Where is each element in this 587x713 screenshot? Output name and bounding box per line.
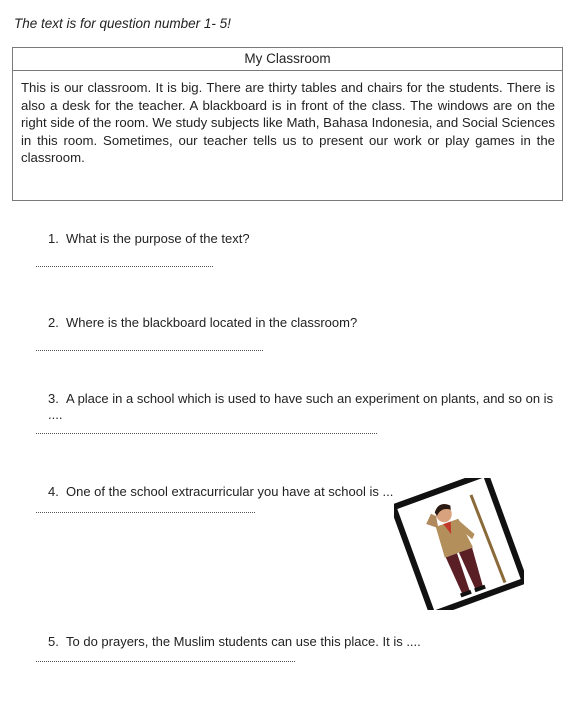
passage-title: My Classroom	[13, 48, 562, 71]
scout-saluting-icon	[394, 478, 524, 610]
answer-line-1[interactable]	[36, 266, 213, 267]
question-text: One of the school extracurricular you have at school is ...	[66, 484, 394, 499]
answer-line-5[interactable]	[36, 661, 295, 662]
scout-illustration	[394, 478, 524, 610]
question-3	[48, 391, 558, 423]
question-number: 3.	[48, 391, 59, 406]
question-text: A place in a school which is used to have such an experiment on plants, and so on is ....	[48, 391, 554, 422]
answer-line-2[interactable]	[36, 350, 263, 351]
question-number: 5.	[48, 634, 59, 649]
answer-line-4[interactable]	[36, 512, 255, 513]
passage-body: This is our classroom. It is big. There are thirty tables and chairs for the students. There is also a desk for the teacher. A blackboard is in front of the class. The windows are on the right side of the room. We study subjects like Math, Bahasa Indonesia, and Social Sciences in this room. Sometimes, our teacher tells us to present our work or play games in the classroom.	[21, 80, 555, 166]
instruction-text: The text is for question number 1- 5!	[14, 16, 231, 31]
question-number: 1.	[48, 231, 59, 246]
question-5	[48, 634, 548, 650]
reading-passage-box	[12, 47, 563, 201]
question-4	[48, 484, 408, 500]
question-number: 2.	[48, 315, 59, 330]
question-text: To do prayers, the Muslim students can use this place. It is ....	[66, 634, 421, 649]
answer-line-3[interactable]	[36, 433, 377, 434]
question-number: 4.	[48, 484, 59, 499]
question-text: Where is the blackboard located in the classroom?	[66, 315, 358, 330]
question-text: What is the purpose of the text?	[66, 231, 250, 246]
question-1	[48, 231, 548, 247]
question-2	[48, 315, 548, 331]
